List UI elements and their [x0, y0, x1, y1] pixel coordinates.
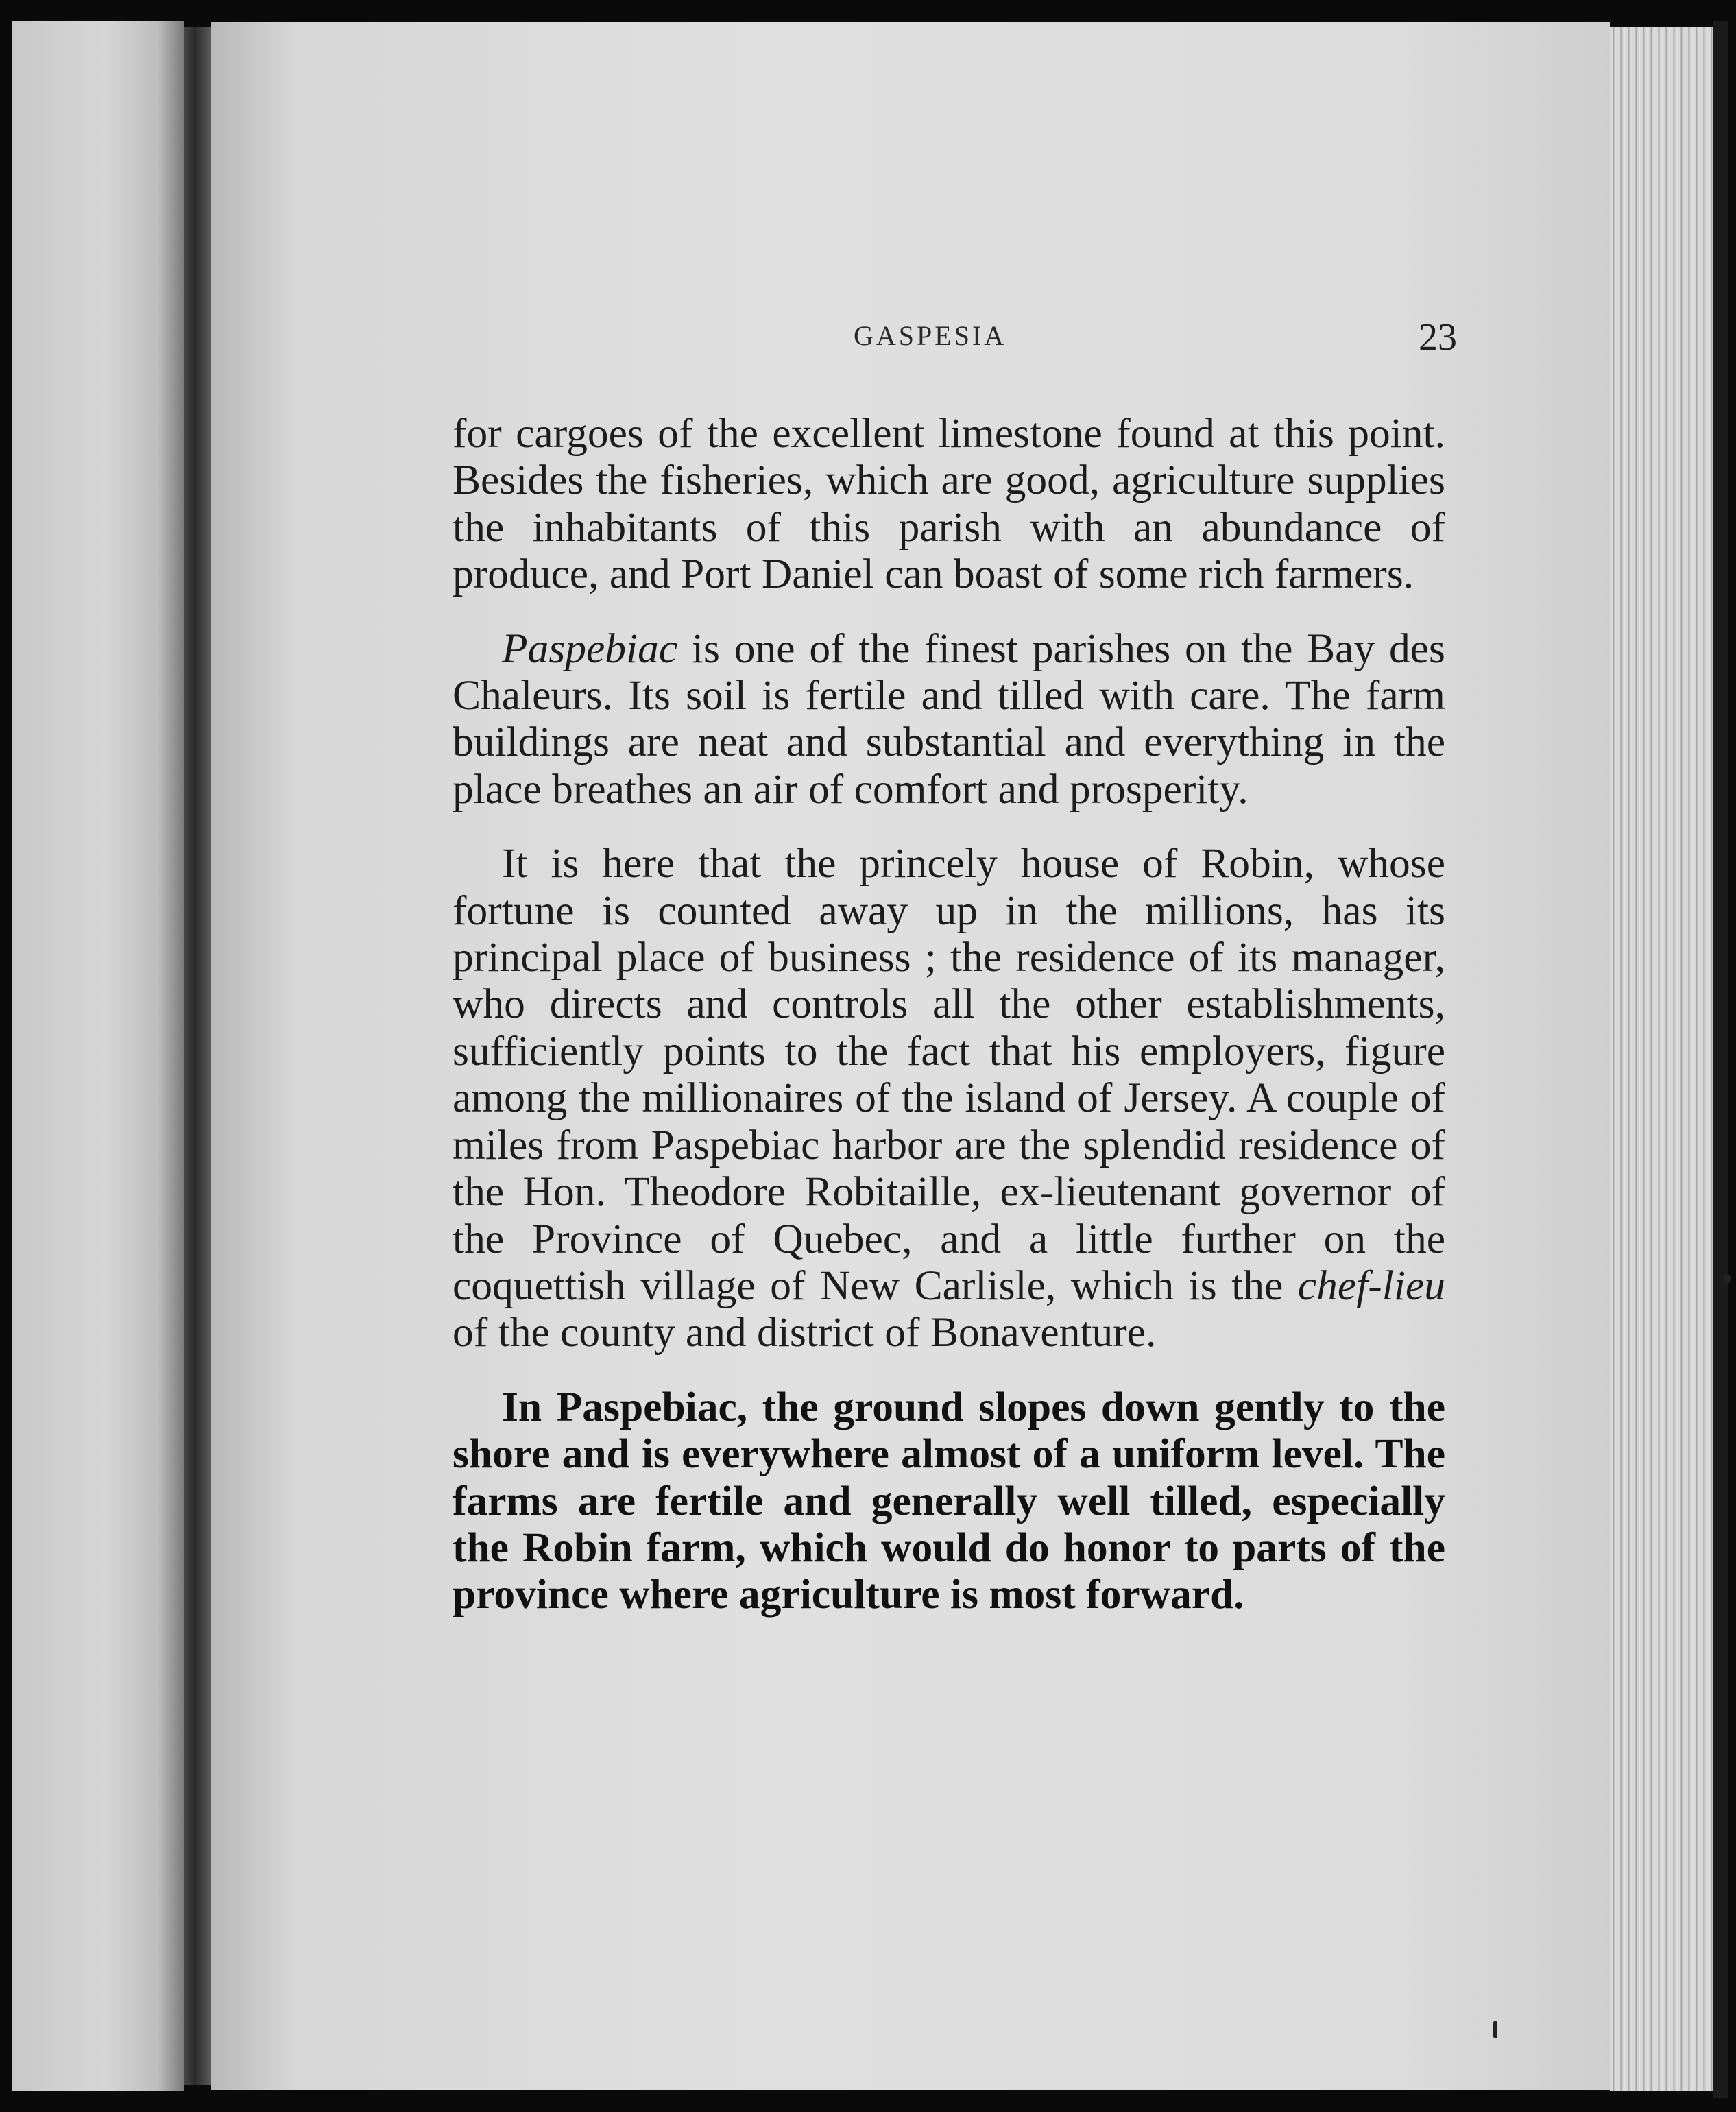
paragraph-3-text-before: It is here that the princely house of Robin, whose fortune is counted away up in the millions, has its principal place of business ; the residence of its manager, who directs and controls all the other establishments, sufficiently points to the fact that his employers, figure among the millionaires of the island of Jersey. A couple of miles from Paspebiac harbor are the splendid residence of the Hon. Theodore Robitaille, ex-lieutenant governor of the Province of Quebec, and a little further on the coquettish village of New Carlisle, which is the	[453, 840, 1445, 1309]
running-title: GASPESIA	[854, 320, 1007, 351]
paragraph-2	[453, 625, 1445, 813]
paragraph-3-text-after: of the county and district of Bonaventure.	[453, 1309, 1157, 1356]
previous-page-edge	[12, 21, 184, 2091]
page-stack-edges	[1610, 27, 1713, 2091]
paragraph-3	[453, 840, 1445, 1356]
scan-speck	[1724, 1274, 1731, 1284]
page-number: 23	[1419, 316, 1457, 359]
paragraph-1-text: for cargoes of the excellent limestone found at this point. Besides the fisheries, which are good, agriculture supplies the inhabitants of this parish with an abundance of produce, and Port Daniel can boast of some rich farmers.	[453, 410, 1445, 598]
paragraph-4	[453, 1384, 1445, 1618]
scan-right-border	[1713, 21, 1728, 2098]
scan-speck	[1493, 2021, 1497, 2038]
paragraph-3-italic: chef-lieu	[1297, 1262, 1445, 1309]
paragraph-2-italic-lead: Paspebiac	[502, 625, 678, 672]
paragraph-1	[453, 410, 1445, 598]
body-text	[453, 410, 1445, 1646]
running-head	[854, 315, 1457, 363]
paragraph-2-text: is one of the finest parishes on the Bay des Chaleurs. Its soil is fertile and tilled with care. The farm buildings are neat and substantial and everything in the place breathes an air of comfort and prosperity.	[453, 625, 1445, 813]
book-gutter	[184, 27, 211, 2085]
paragraph-4-text: In Paspebiac, the ground slopes down gently to the shore and is everywhere almost of a uniform level. The farms are fertile and generally well tilled, especially the Robin farm, which would do honor to parts of the province where agriculture is most forward.	[453, 1383, 1445, 1618]
